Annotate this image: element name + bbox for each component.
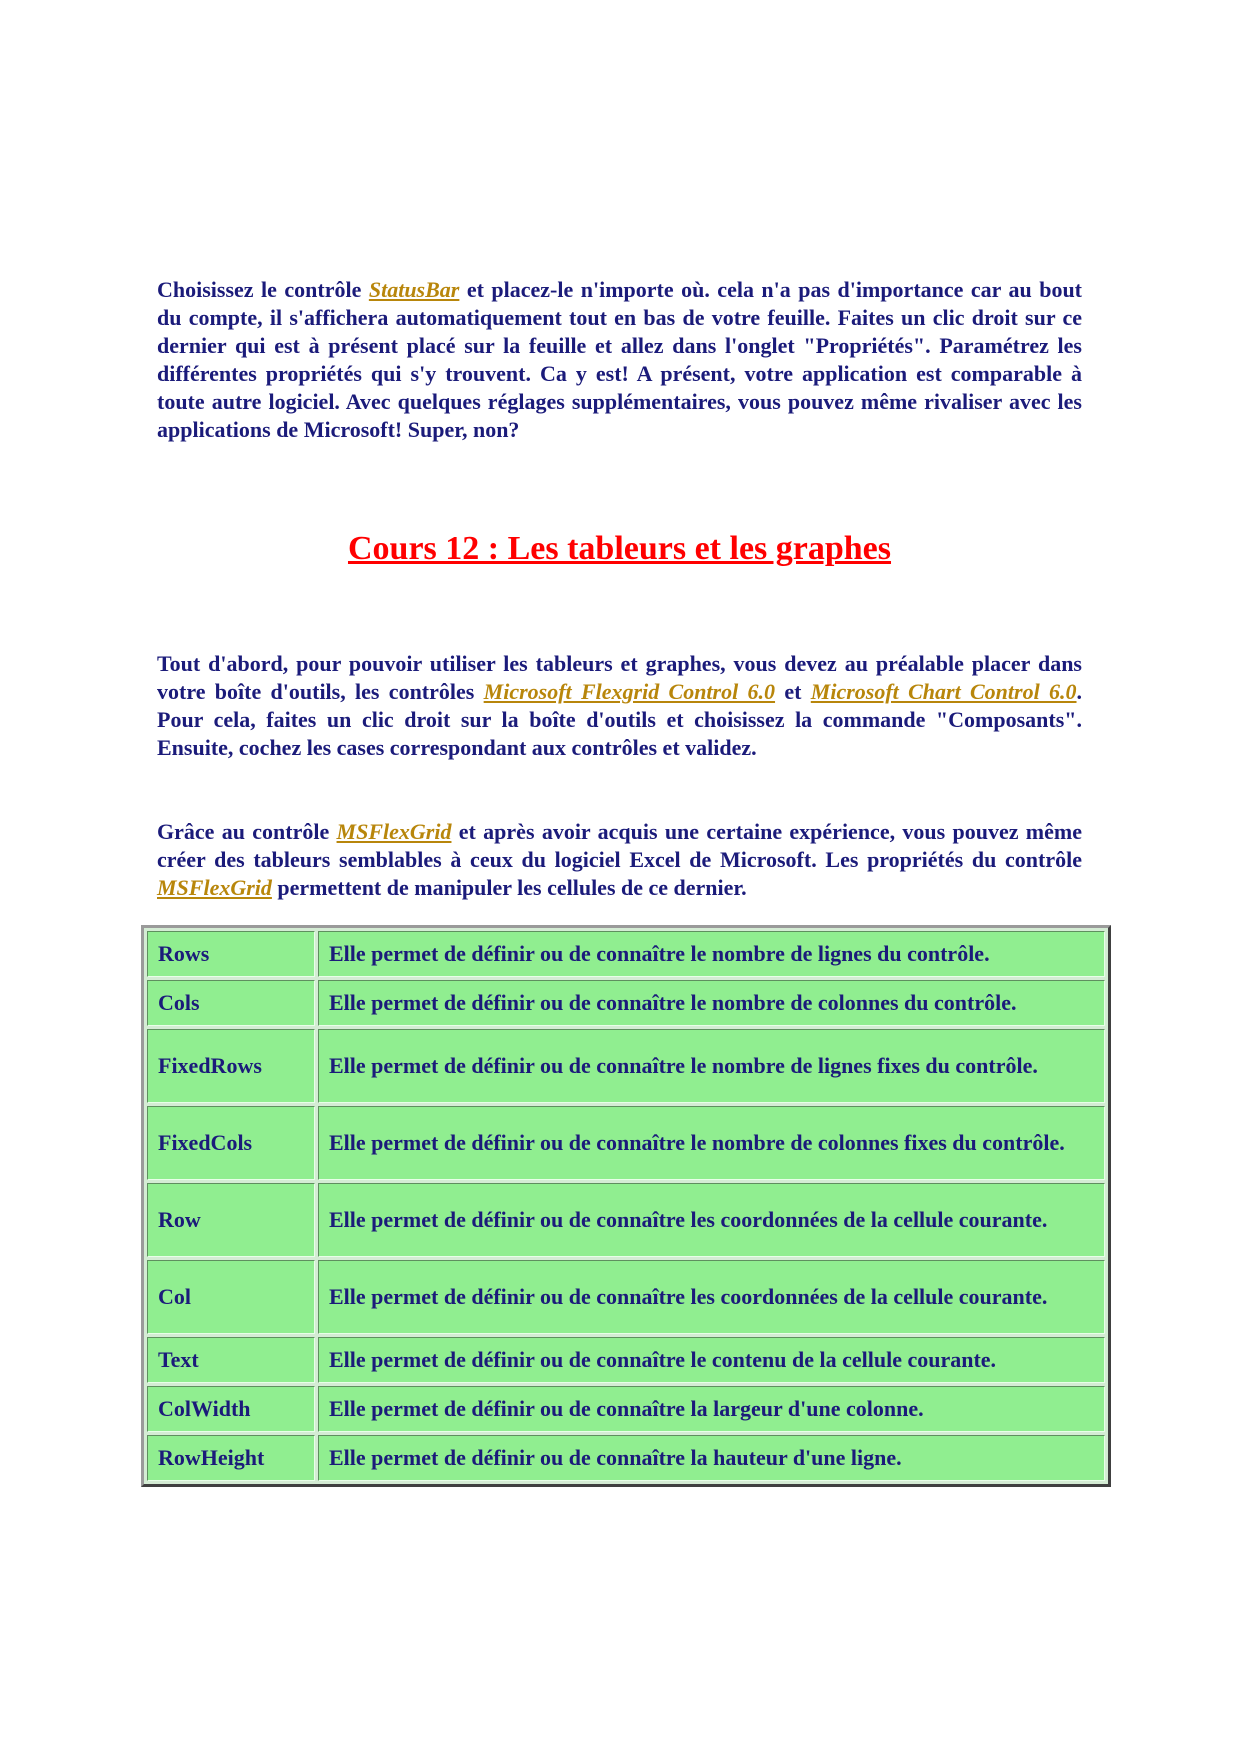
property-name: Row [147,1183,315,1257]
property-description: Elle permet de définir ou de connaître le nombre de colonnes du contrôle. [318,980,1105,1026]
property-description: Elle permet de définir ou de connaître les coordonnées de la cellule courante. [318,1183,1105,1257]
property-name: Cols [147,980,315,1026]
property-description: Elle permet de définir ou de connaître le nombre de lignes du contrôle. [318,931,1105,977]
table-row [147,931,1105,977]
table-row [147,1260,1105,1334]
paragraph-text: Grâce au contrôle [157,819,337,844]
property-description: Elle permet de définir ou de connaître les coordonnées de la cellule courante. [318,1260,1105,1334]
property-description: Elle permet de définir ou de connaître le contenu de la cellule courante. [318,1337,1105,1383]
property-name: FixedRows [147,1029,315,1103]
chart-control-link[interactable]: Microsoft Chart Control 6.0 [810,679,1077,704]
msflexgrid-link[interactable]: MSFlexGrid [336,819,452,844]
table-row [147,1183,1105,1257]
property-name: ColWidth [147,1386,315,1432]
property-name: FixedCols [147,1106,315,1180]
paragraph-text: Tout d'abord, pour pouvoir utiliser les tableurs et graphes, vous devez au préalable placer dans votre boîte d'outils, les contrôles [157,651,1082,704]
property-description: Elle permet de définir ou de connaître la largeur d'une colonne. [318,1386,1105,1432]
msflexgrid-link[interactable]: MSFlexGrid [157,875,272,900]
section-heading: Cours 12 : Les tableurs et les graphes [347,530,892,567]
table-row [147,1435,1105,1481]
table-row [147,980,1105,1026]
statusbar-link[interactable]: StatusBar [368,277,460,302]
property-name: Text [147,1337,315,1383]
properties-table [141,925,1111,1487]
paragraph-text: et placez-le n'importe où. cela n'a pas d'importance car au bout du compte, il s'affichera automatiquement tout en bas de votre feuille. Faites un clic droit sur ce dernier qui est à présent placé sur la feuille et allez dans l'onglet "Propriétés". Paramétrez les différentes propriétés qui s'y trouvent. Ca y est! A présent, votre application est comparable à toute autre logiciel. Avec quelques réglages supplémentaires, vous pouvez même rivaliser avec les applications de Microsoft! Super, non? [157,277,1083,442]
property-name: RowHeight [147,1435,315,1481]
paragraph-text: permettent de manipuler les cellules de ce dernier. [271,875,747,900]
property-description: Elle permet de définir ou de connaître la hauteur d'une ligne. [318,1435,1105,1481]
property-description: Elle permet de définir ou de connaître le nombre de lignes fixes du contrôle. [318,1029,1105,1103]
table-row [147,1337,1105,1383]
paragraph-intro [157,650,1082,762]
paragraph-msflexgrid [157,818,1082,902]
flexgrid-control-link[interactable]: Microsoft Flexgrid Control 6.0 [483,679,776,704]
property-name: Rows [147,931,315,977]
table-row [147,1029,1105,1103]
paragraph-text: . Pour cela, faites un clic droit sur la boîte d'outils et choisissez la commande "Composants". Ensuite, cochez les cases correspondant aux contrôles et validez. [157,679,1083,760]
table-row [147,1106,1105,1180]
property-name: Col [147,1260,315,1334]
paragraph-statusbar [157,276,1082,444]
paragraph-text: et [775,679,811,704]
paragraph-text: et après avoir acquis une certaine expérience, vous pouvez même créer des tableurs semblables à ceux du logiciel Excel de Microsoft. Les propriétés du contrôle [157,819,1082,872]
table-row [147,1386,1105,1432]
property-description: Elle permet de définir ou de connaître le nombre de colonnes fixes du contrôle. [318,1106,1105,1180]
paragraph-text: Choisissez le contrôle [157,277,369,302]
